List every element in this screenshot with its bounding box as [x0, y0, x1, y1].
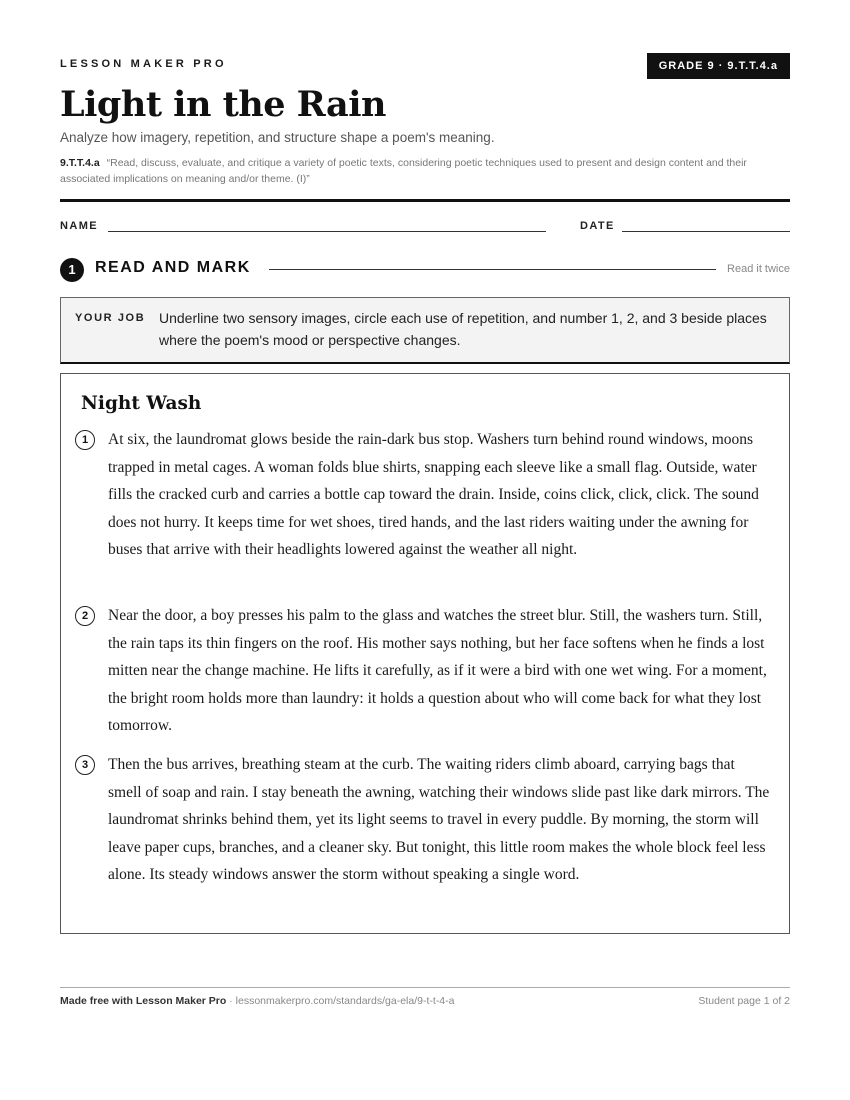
footer-divider	[60, 987, 790, 988]
footer-url[interactable]: · lessonmakerpro.com/standards/ga-ela/9-t-t-4-a	[226, 995, 455, 1007]
date-field[interactable]	[622, 231, 790, 232]
brand-name: LESSON MAKER PRO	[60, 58, 227, 70]
standard-description	[60, 155, 790, 187]
stanza-text: At six, the laundromat glows beside the rain-dark bus stop. Washers turn behind round windows, moons trapped in metal cages. A woman folds blue shirts, snapping each sleeve like a small flag. Outside, water fills the cracked curb and carries a bottle cap toward the drain. Inside, coins click, click, click. The sound does not hurry. It keeps time for wet shoes, tired hands, and the last riders waiting under the awning for buses that arrive with their headlights lowered against the weather all night.	[108, 431, 759, 558]
your-job-instructions: Underline two sensory images, circle each use of repetition, and number 1, 2, and 3 beside places where the poem's mood or perspective changes.	[159, 310, 767, 348]
name-label: NAME	[60, 220, 98, 232]
stanza-number-badge: 3	[75, 755, 95, 775]
name-field[interactable]	[108, 231, 546, 232]
stanza-number-badge: 1	[75, 430, 95, 450]
poem-box	[60, 373, 790, 934]
grade-badge: GRADE 9 · 9.T.T.4.a	[647, 53, 790, 79]
stanza-text: Then the bus arrives, breathing steam at the curb. The waiting riders climb aboard, carrying bags that smell of soap and rain. I stay beneath the awning, watching their windows slide past like dark mirrors. The laundromat shrinks behind them, yet its light seems to travel in every puddle. By morning, the storm will leave paper cups, branches, and a cleaner sky. But tonight, this little room makes the whole block feel less alone. Its steady windows answer the storm without speaking a single word.	[108, 756, 770, 883]
your-job-box	[60, 297, 790, 364]
footer-page-number: Student page 1 of 2	[698, 995, 790, 1007]
poem-title: Night Wash	[81, 393, 202, 414]
header-divider	[60, 199, 790, 202]
stanza-text: Near the door, a boy presses his palm to the glass and watches the street blur. Still, the washers turn. Still, the rain taps its thin fingers on the roof. His mother says nothing, but her face softens when he finds a lost mitten near the change machine. He lifts it carefully, as if it were a bird with one wet wing. For a moment, the bright room holds more than laundry: it holds a question about who will come back for what they lost tomorrow.	[108, 607, 767, 734]
section-number-badge: 1	[60, 258, 84, 282]
stanza-number-badge: 2	[75, 606, 95, 626]
worksheet-page	[60, 0, 790, 1100]
standard-code: 9.T.T.4.a	[60, 157, 100, 169]
footer-made-with: Made free with Lesson Maker Pro	[60, 995, 227, 1007]
section-title: READ AND MARK	[95, 259, 251, 276]
section-hint: Read it twice	[727, 263, 790, 275]
page-title: Light in the Rain	[60, 84, 386, 125]
page-subtitle: Analyze how imagery, repetition, and structure shape a poem's meaning.	[60, 130, 495, 145]
your-job-label: YOUR JOB	[75, 312, 146, 324]
section-divider	[269, 269, 716, 270]
standard-text: “Read, discuss, evaluate, and critique a variety of poetic texts, considering poetic techniques used to present and design content and their associated implications on meaning and/or theme. (I)”	[60, 157, 747, 185]
footer-credit	[60, 995, 455, 1007]
date-label: DATE	[580, 220, 615, 232]
